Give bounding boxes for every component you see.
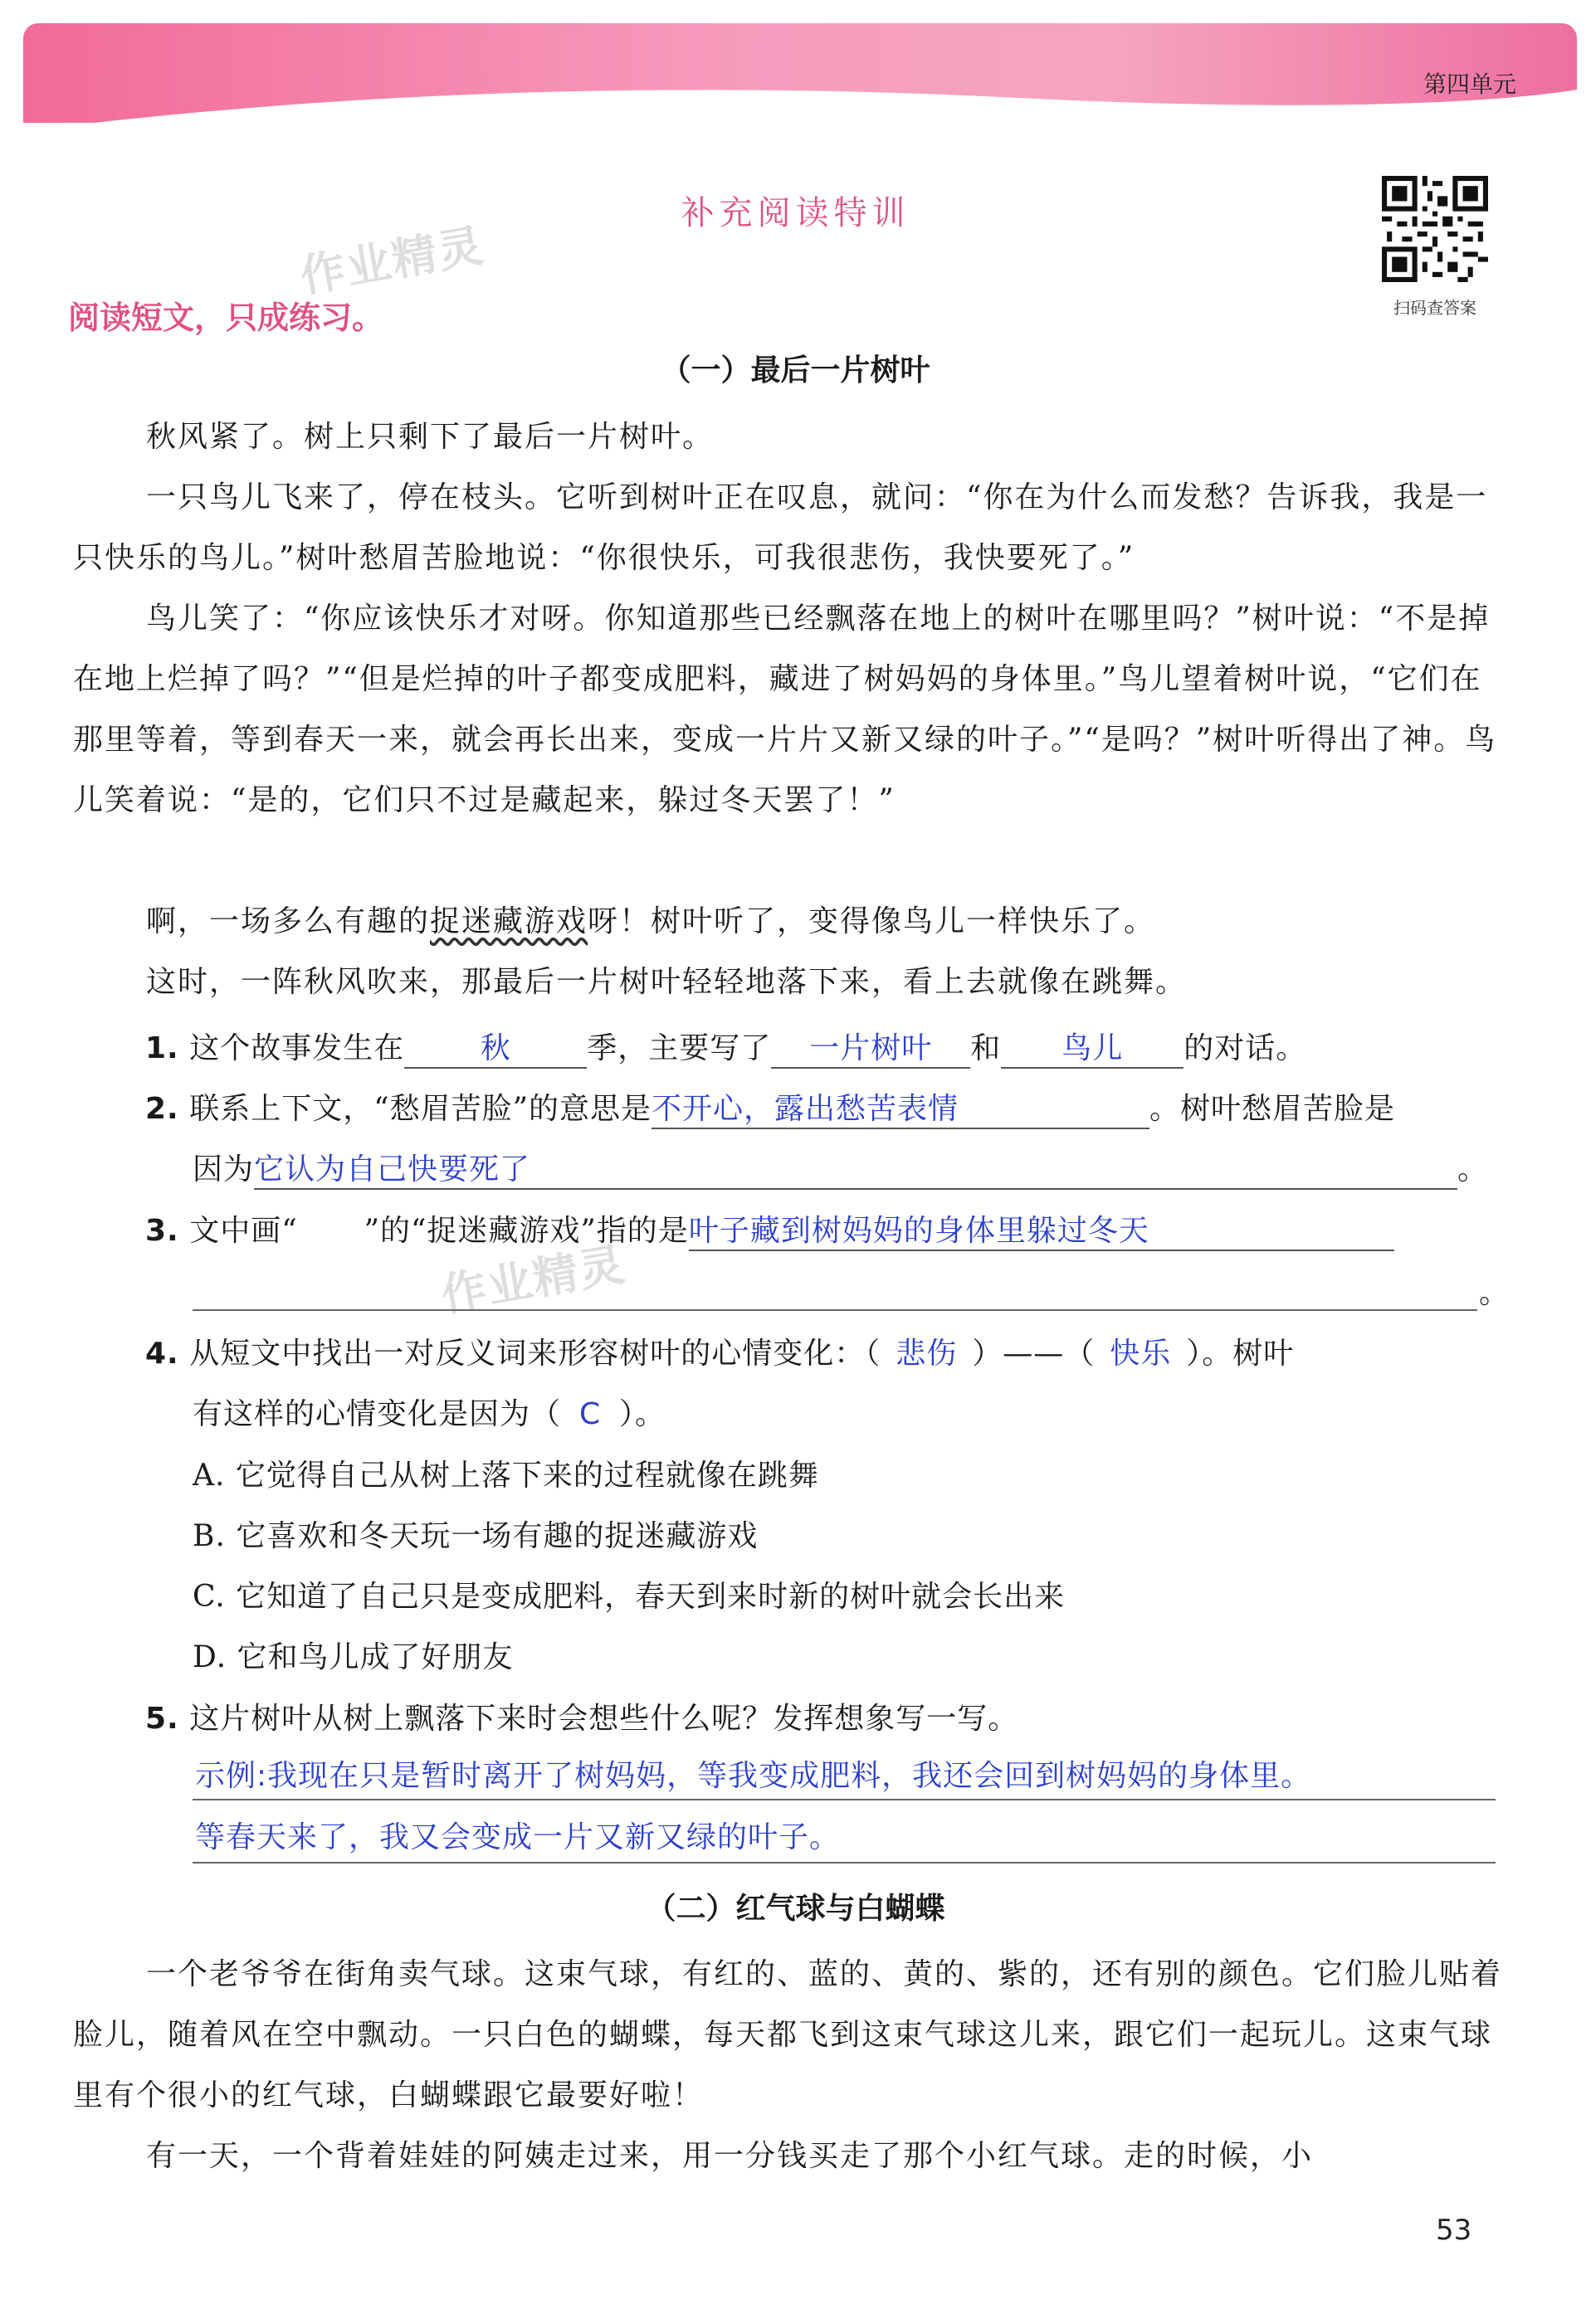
banner-wave-decoration	[23, 73, 1577, 123]
answer-blank[interactable]: 叶子藏到树妈妈的身体里躲过冬天	[689, 1207, 1394, 1251]
answer-blank[interactable]: 鸟儿	[1001, 1025, 1183, 1069]
answer-paren[interactable]: 悲伤	[896, 1337, 958, 1371]
passage1-paragraph: 秋风紧了。树上只剩下了最后一片树叶。	[146, 420, 715, 454]
question-1: 1. 这个故事发生在 秋 季，主要写了 一片树叶 和 鸟儿 的对话。	[145, 1025, 1306, 1069]
passage1-paragraph: 鸟儿笑了：“你应该快乐才对呀。你知道那些已经飘落在地上的树叶在哪里吗？”树叶说：“不是掉在地上烂掉了吗？”“但是烂掉的叶子都变成肥料，藏进了树妈妈的身体里。”鸟儿望着树叶说，“它们在那里等着，等到春天一来，就会再长出来，变成一片片又新又绿的叶子。”“是吗？”树叶听得出了神。鸟儿笑着说：“是的，它们只不过是藏起来，躲过冬天罢了！”	[73, 602, 1497, 817]
question-4: 4. 从短文中找出一对反义词来形容树叶的心情变化：（ 悲伤 ）——（ 快乐 ）。树叶	[145, 1330, 1294, 1372]
qr-caption: 扫码查答案	[1393, 298, 1476, 318]
wavy-underlined-phrase: 捉迷藏游戏	[430, 904, 588, 938]
option-c: C. 它知道了自己只是变成肥料，春天到来时新的树叶就会长出来	[193, 1580, 1066, 1614]
passage2-paragraph: 有一天，一个背着娃娃的阿姨走过来，用一分钱买走了那个小红气球。走的时候，小	[146, 2139, 1314, 2173]
passage1-title: （一）最后一片树叶	[661, 353, 930, 387]
qr-code-icon[interactable]	[1382, 176, 1488, 282]
instruction: 阅读短文，只成练习。	[68, 300, 384, 336]
question-2: 2. 联系上下文，“愁眉苦脸”的意思是不开心，露出愁苦表情 。树叶愁眉苦脸是	[145, 1085, 1395, 1129]
answer-line[interactable]	[193, 1799, 1496, 1800]
option-b: B. 它喜欢和冬天玩一场有趣的捉迷藏游戏	[193, 1519, 759, 1553]
answer-line[interactable]	[193, 1862, 1496, 1864]
watermark: 作业精灵	[437, 1237, 630, 1322]
question-4-continued: 有这样的心情变化是因为（ C ）。	[193, 1397, 666, 1431]
passage1-paragraph: 啊，一场多么有趣的捉迷藏游戏呀！树叶听了，变得像鸟儿一样快乐了。	[146, 904, 1156, 938]
answer-text: 示例:我现在只是暂时离开了树妈妈，等我变成肥料，我还会回到树妈妈的身体里。	[195, 1759, 1312, 1793]
answer-blank[interactable]: 不开心，露出愁苦表情	[652, 1085, 1149, 1129]
page-number: 53	[1436, 2214, 1472, 2247]
watermark: 作业精灵	[295, 218, 489, 303]
passage2-paragraph: 一个老爷爷在街角卖气球。这束气球，有红的、蓝的、黄的、紫的，还有别的颜色。它们脸儿贴着脸儿，随着风在空中飘动。一只白色的蝴蝶，每天都飞到这束气球这儿来，跟它们一起玩儿。这束气球里有个很小的红气球，白蝴蝶跟它最要好啦！	[73, 1957, 1503, 2112]
passage2-title: （二）红气球与白蝴蝶	[646, 1892, 945, 1926]
answer-blank[interactable]: 一片树叶	[771, 1025, 970, 1069]
answer-blank[interactable]: 它认为自己快要死了	[254, 1146, 1457, 1190]
header-banner	[23, 23, 1577, 123]
unit-label: 第四单元	[1423, 71, 1516, 98]
passage1-paragraph: 这时，一阵秋风吹来，那最后一片树叶轻轻地落下来，看上去就像在跳舞。	[146, 965, 1188, 999]
answer-line[interactable]	[193, 1309, 1477, 1311]
section-title: 补充阅读特训	[681, 194, 910, 232]
option-a: A. 它觉得自己从树上落下来的过程就像在跳舞	[193, 1459, 819, 1493]
answer-paren[interactable]: C	[578, 1397, 602, 1431]
question-5: 5. 这片树叶从树上飘落下来时会想些什么呢？发挥想象写一写。	[145, 1702, 1019, 1736]
option-d: D. 它和鸟儿成了好朋友	[193, 1640, 514, 1674]
answer-text: 等春天来了，我又会变成一片又新又绿的叶子。	[195, 1820, 841, 1854]
answer-paren[interactable]: 快乐	[1110, 1337, 1172, 1371]
question-2-continued: 因为它认为自己快要死了 。	[193, 1146, 1488, 1190]
passage1-paragraph: 一只鸟儿飞来了，停在枝头。它听到树叶正在叹息，就问：“你在为什么而发愁？告诉我，我是一只快乐的鸟儿。”树叶愁眉苦脸地说：“你很快乐，可我很悲伤，我快要死了。”	[73, 480, 1488, 575]
answer-blank[interactable]: 秋	[404, 1025, 587, 1069]
question-3: 3. 文中画“ ”的“捉迷藏游戏”指的是叶子藏到树妈妈的身体里躲过冬天	[145, 1207, 1394, 1251]
period: 。	[1479, 1276, 1510, 1310]
